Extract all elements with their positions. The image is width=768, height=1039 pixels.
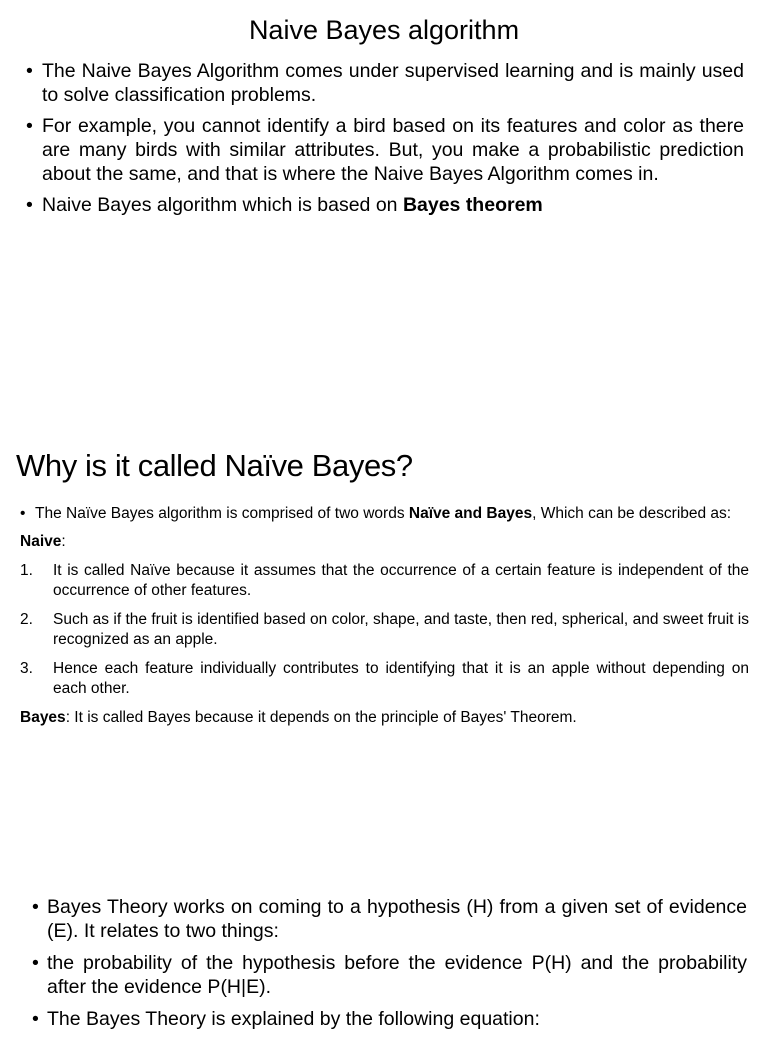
item-number: 3. (20, 660, 33, 677)
numbered-item (20, 610, 749, 650)
list-item (26, 193, 744, 217)
bullet-icon: • (26, 194, 33, 216)
slide-content (20, 504, 749, 737)
bullet-icon: • (20, 505, 26, 522)
bullet-icon: • (26, 60, 33, 82)
list-item (32, 895, 747, 943)
bullet-icon: • (32, 896, 39, 918)
item-number: 1. (20, 562, 33, 579)
naive-label: Naive (20, 533, 62, 550)
bullet-text: For example, you cannot identify a bird based on its features and color as there are many birds with similar attributes. But, you make a probabilistic prediction about the same, and that is where the Naive Bayes Algorithm comes in. (42, 115, 744, 185)
item-number: 2. (20, 611, 33, 628)
slide-bayes-theory (0, 880, 768, 1030)
item-text: Such as if the fruit is identified based on color, shape, and taste, then red, spherical, and sweet fruit is recognized as an apple. (53, 611, 749, 648)
bullet-text: the probability of the hypothesis before the evidence P(H) and the probability after the evidence P(H|E). (47, 952, 747, 998)
intro-bold-text: Naïve and Bayes (408, 505, 533, 522)
bullet-icon: • (32, 952, 39, 974)
list-item (32, 951, 747, 999)
list-item (26, 114, 744, 186)
intro-suffix-text: , Which can be described as: (532, 505, 732, 522)
bayes-label: Bayes (20, 709, 66, 726)
slide-why-naive-bayes (0, 440, 768, 770)
bullet-list (26, 59, 744, 224)
naive-heading (20, 532, 749, 552)
bullet-text: Naive Bayes algorithm which is based on (42, 194, 403, 216)
item-text: Hence each feature individually contributes to identifying that it is an apple without depending on each other. (53, 660, 749, 697)
bullet-list (32, 895, 747, 1039)
bullet-text: Bayes Theory works on coming to a hypothesis (H) from a given set of evidence (E). It relates to two things: (47, 896, 747, 942)
list-item (26, 59, 744, 107)
bayes-text: : It is called Bayes because it depends on the principle of Bayes' Theorem. (65, 709, 577, 726)
slide-naive-bayes-algorithm (0, 0, 768, 290)
list-item (32, 1007, 747, 1031)
item-text: It is called Naïve because it assumes that the occurrence of a certain feature is independent of the occurrence of other features. (53, 562, 749, 599)
numbered-list (20, 561, 749, 699)
bullet-text: The Naive Bayes Algorithm comes under supervised learning and is mainly used to solve classification problems. (42, 60, 744, 106)
numbered-item (20, 561, 749, 601)
list-item (20, 504, 749, 524)
bullet-icon: • (32, 1008, 39, 1030)
bullet-icon: • (26, 115, 33, 137)
intro-text: The Naïve Bayes algorithm is comprised of two words (35, 505, 409, 522)
slide-title: Why is it called Naïve Bayes? (16, 448, 413, 483)
bullet-text: The Bayes Theory is explained by the following equation: (47, 1008, 540, 1030)
bayes-definition (20, 708, 749, 728)
slide-title: Naive Bayes algorithm (248, 15, 520, 45)
naive-colon: : (61, 533, 66, 550)
numbered-item (20, 659, 749, 699)
bullet-bold-text: Bayes theorem (402, 194, 543, 216)
